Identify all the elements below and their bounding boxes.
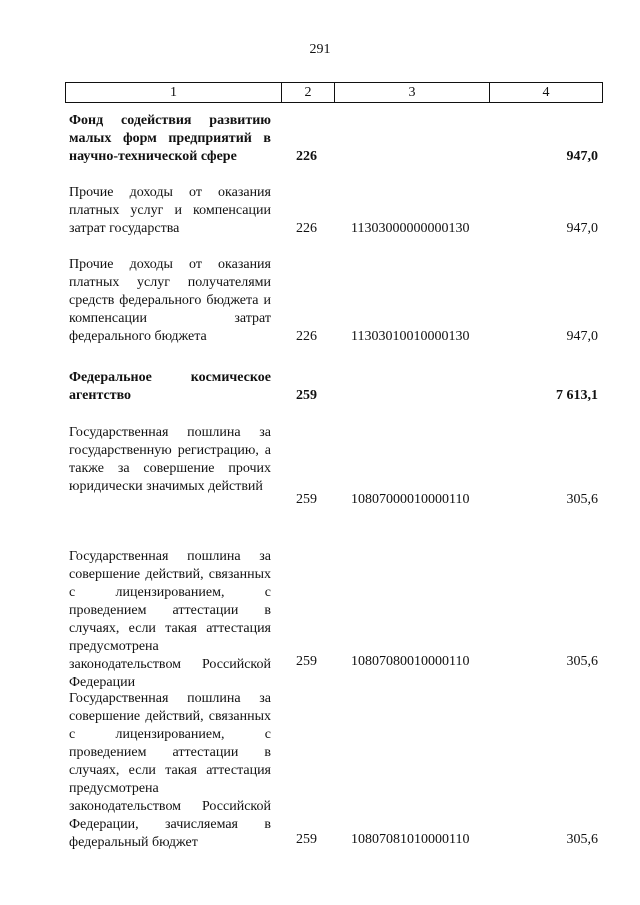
row-amount: 947,0	[566, 149, 598, 164]
row-description: Федеральное космическое агентство	[69, 370, 271, 403]
row-amount: 305,6	[566, 832, 598, 847]
header-col-1: 1	[66, 83, 282, 102]
table-header	[65, 82, 603, 103]
row-admin-code: 259	[296, 832, 317, 847]
row-description: Государственная пошлина за государственную регистрацию, а также за совершение прочих юридически значимых действий	[69, 425, 271, 494]
row-revenue-code: 10807080010000110	[351, 654, 470, 669]
header-col-3: 3	[335, 83, 490, 102]
row-admin-code: 259	[296, 654, 317, 669]
row-description: Прочие доходы от оказания платных услуг и компенсации затрат государства	[69, 185, 271, 236]
row-amount: 7 613,1	[556, 388, 598, 403]
row-revenue-code: 10807000010000110	[351, 492, 470, 507]
row-amount: 947,0	[566, 221, 598, 236]
row-revenue-code: 10807081010000110	[351, 832, 470, 847]
page-number: 291	[309, 42, 331, 57]
row-description: Фонд содействия развитию малых форм предприятий в научно-технической сфере	[69, 113, 271, 164]
row-description: Государственная пошлина за совершение действий, связанных с лицензированием, с проведением аттестации в случаях, если такая аттестация предусмотрена законодательством Российской Федерации	[69, 549, 271, 690]
row-amount: 947,0	[566, 329, 598, 344]
row-revenue-code: 11303010010000130	[351, 329, 470, 344]
row-admin-code: 226	[296, 329, 317, 344]
row-revenue-code: 11303000000000130	[351, 221, 470, 236]
row-admin-code: 226	[296, 149, 317, 164]
row-admin-code: 259	[296, 492, 317, 507]
header-col-4: 4	[542, 84, 550, 100]
row-admin-code: 259	[296, 388, 317, 403]
row-description: Государственная пошлина за совершение действий, связанных с лицензированием, с проведением аттестации в случаях, если такая аттестация предусмотрена законодательством Российской Федерации, зачисляемая в федеральный бюджет	[69, 691, 271, 850]
row-description: Прочие доходы от оказания платных услуг получателями средств федерального бюджета и компенсации затрат федерального бюджета	[69, 257, 271, 344]
row-admin-code: 226	[296, 221, 317, 236]
row-amount: 305,6	[566, 654, 598, 669]
header-col-2: 2	[282, 83, 335, 102]
row-amount: 305,6	[566, 492, 598, 507]
